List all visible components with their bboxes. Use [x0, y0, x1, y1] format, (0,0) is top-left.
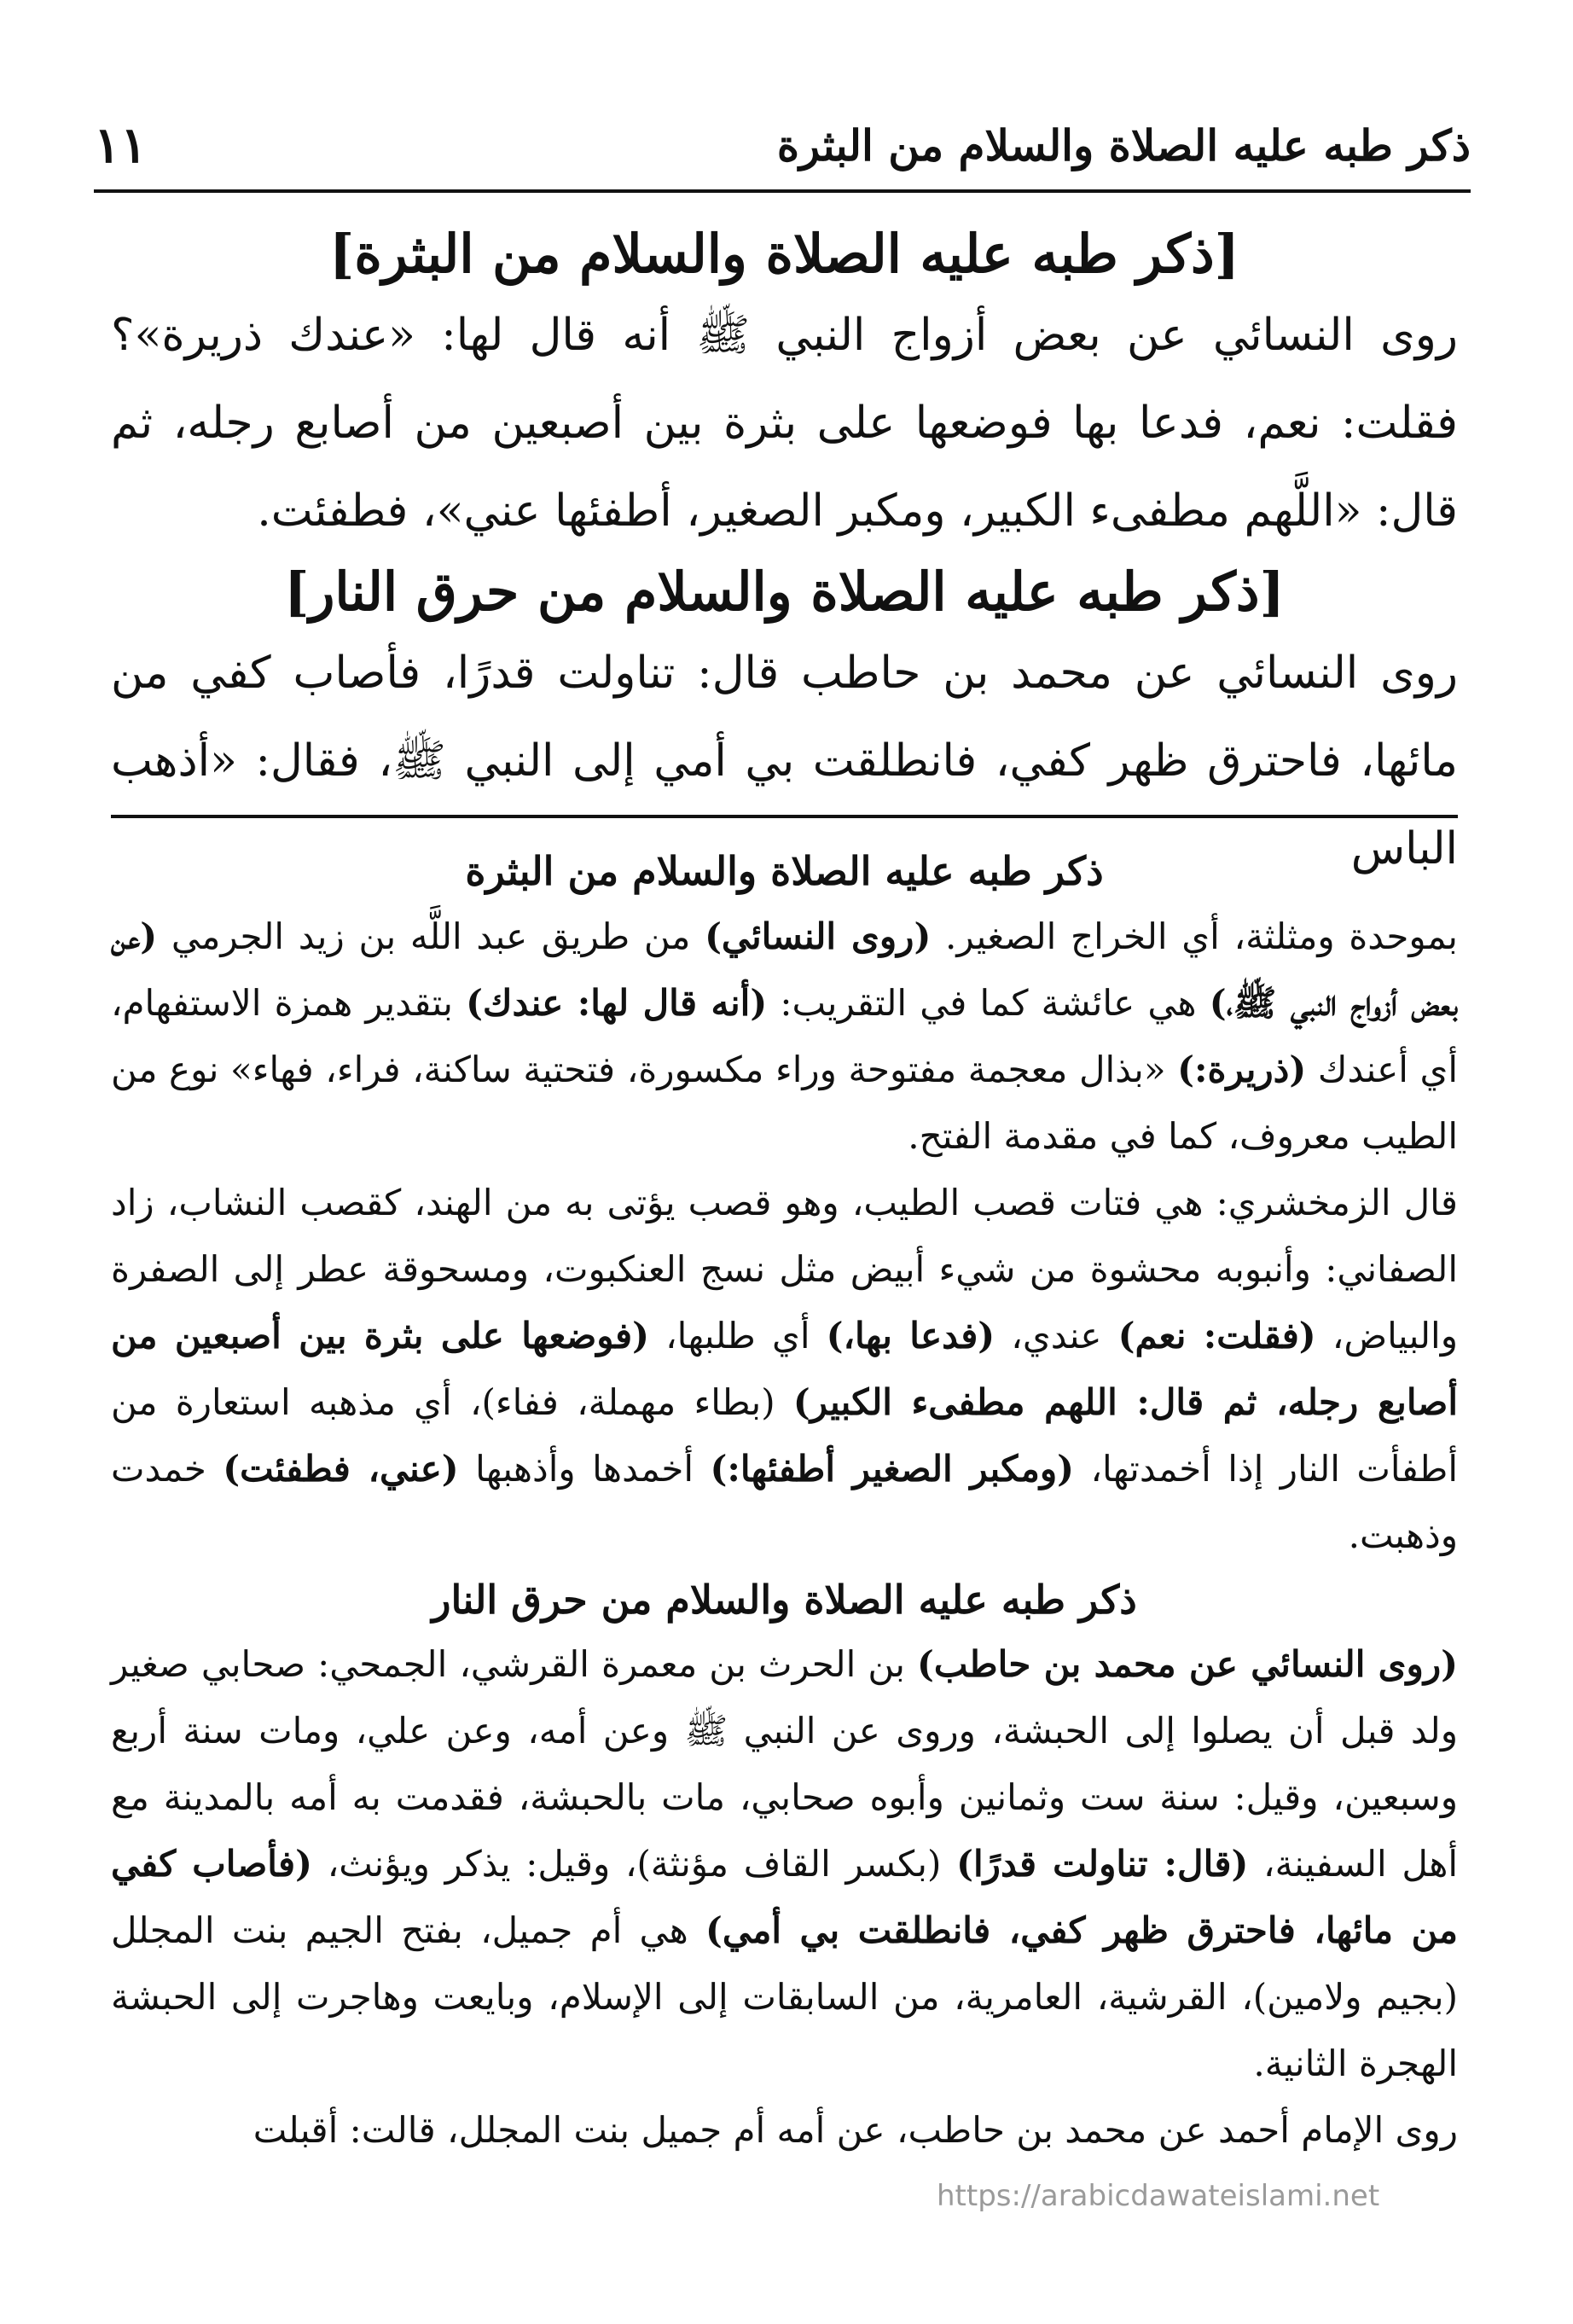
page-number: ١١ [94, 116, 148, 174]
main-paragraph-burn: روى النسائي عن محمد بن حاطب قال: تناولت قدرًا، فأصاب كفي من مائها، فاحترق ظهر كفي، فانطلقت بي أمي إلى النبي ﷺ، فقال: «أذهب الباس [111, 647, 1458, 874]
commentary-heading-burn: ذكر طبه عليه الصلاة والسلام من حرق النار [432, 1576, 1137, 1623]
section-heading-blister: [ذكر طبه عليه الصلاة والسلام من البثرة] [328, 223, 1240, 285]
commentary [111, 840, 1458, 2164]
header-rule [94, 189, 1471, 193]
footnote-separator [111, 815, 1458, 818]
watermark-url: https://arabicdawateislami.net [937, 2179, 1380, 2213]
commentary-paragraph: قال الزمخشري: هي فتات قصب الطيب، وهو قصب يؤتى به من الهند، كقصب النشاب، زاد الصفاني: وأنبوبه محشوة من شيء أبيض مثل نسج العنكبوت، ومسحوقة عطر إلى الصفرة والبياض، (فقلت: نعم) عندي، (فدعا بها،) أي طلبها، (فوضعها على بثرة بين أصبعين من أصابع رجله، ثم قال: اللهم مطفىء الكبير) (بطاء مهملة، ففاء)، أي مذهبه استعارة من أطفأت النار إذا أخمدتها، (ومكبر الصغير أطفئها:) أخمدها وأذهبها (عني، فطفئت) خمدت وذهبت. [111, 1181, 1459, 1556]
main-paragraph-blister: روى النسائي عن بعض أزواج النبي ﷺ أنه قال لها: «عندك ذريرة»؟ فقلت: نعم، فدعا بها فوضعها على بثرة بين أصبعين من أصابع رجله، ثم قال: «اللَّهم مطفىء الكبير، ومكبر الصغير، أطفئها عني»، فطفئت. [111, 309, 1458, 537]
commentary-heading-blister: ذكر طبه عليه الصلاة والسلام من البثرة [465, 848, 1104, 894]
commentary-paragraph: بموحدة ومثلثة، أي الخراج الصغير. (روى النسائي) من طريق عبد اللَّه بن زيد الجرمي (عن بعض أزواج النبي ﷺ،) هي عائشة كما في التقريب: (أنه قال لها: عندك) بتقدير همزة الاستفهام، أي أعندك (ذريرة:) «بذال معجمة مفتوحة وراء مكسورة، فتحتية ساكنة، فراء، فهاء» نوع من الطيب معروف، كما في مقدمة الفتح. [111, 915, 1459, 1157]
running-title: ذكر طبه عليه الصلاة والسلام من البثرة [776, 119, 1471, 171]
commentary-paragraph: (روى النسائي عن محمد بن حاطب) بن الحرث بن معمرة القرشي، الجمحي: صحابي صغير ولد قبل أن يصلوا إلى الحبشة، وروى عن النبي ﷺ وعن أمه، وعن علي، ومات سنة أربع وسبعين، وقيل: سنة ست وثمانين وأبوه صحابي، مات بالحبشة، فقدمت به أمه بالمدينة مع أهل السفينة، (قال: تناولت قدرًا) (بكسر القاف مؤنثة)، وقيل: يذكر ويؤنث، (فأصاب كفي من مائها، فاحترق ظهر كفي، فانطلقت بي أمي) هي أم جميل، بفتح الجيم بنت المجلل (بجيم ولامين)، القرشية، العامرية، من السابقات إلى الإسلام، وبايعت وهاجرت إلى الحبشة الهجرة الثانية. [111, 1643, 1459, 2085]
main-text [111, 218, 1458, 893]
page-header [94, 111, 1471, 179]
commentary-paragraph: روى الإمام أحمد عن محمد بن حاطب، عن أمه أم جميل بنت المجلل، قالت: أقبلت [252, 2109, 1458, 2152]
section-heading-burn: [ذكر طبه عليه الصلاة والسلام من حرق النار] [284, 560, 1285, 623]
